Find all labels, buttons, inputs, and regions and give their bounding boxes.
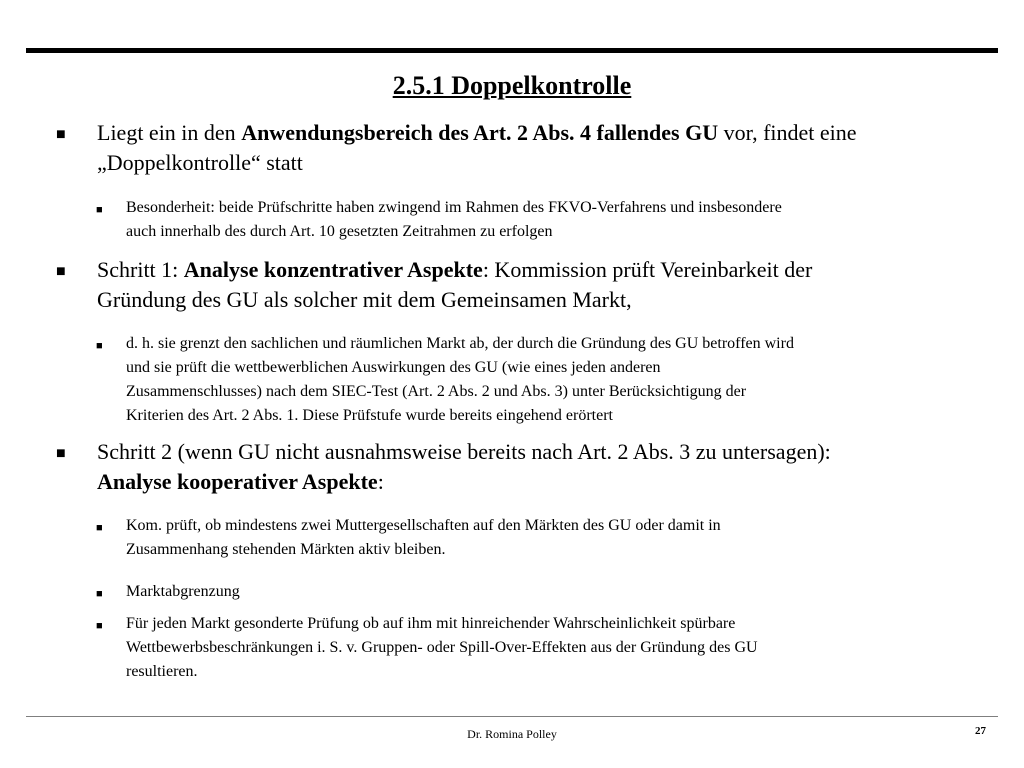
sub-bullet-1-1-text bbox=[126, 196, 782, 244]
sub-bullet-3-3-line-2: Wettbewerbsbeschränkungen i. S. v. Gruppen- oder Spill-Over-Effekten aus der Gründung des GU bbox=[126, 639, 758, 656]
top-rule bbox=[26, 48, 998, 53]
bullet-3-colon: : bbox=[377, 469, 384, 494]
bullet-1-text-a: Liegt ein in den bbox=[97, 120, 242, 145]
bullet-3-text bbox=[97, 437, 831, 497]
bullet-2-text bbox=[97, 255, 812, 315]
sub-bullet-3-2-text bbox=[126, 580, 240, 604]
sub-bullet-3-3-text bbox=[126, 612, 758, 684]
bullet-icon: ■ bbox=[56, 126, 66, 143]
sub-bullet-icon: ■ bbox=[96, 204, 103, 216]
slide-title: 2.5.1 Doppelkontrolle bbox=[392, 71, 632, 100]
bullet-icon: ■ bbox=[56, 445, 66, 462]
sub-bullet-2-1-text bbox=[126, 332, 794, 428]
bullet-2-line-2: Gründung des GU als solcher mit dem Gemeinsamen Markt, bbox=[97, 287, 632, 312]
bullet-2-text-b: : Kommission prüft Vereinbarkeit der bbox=[482, 257, 813, 282]
bullet-3-line-1: Schritt 2 (wenn GU nicht ausnahmsweise bereits nach Art. 2 Abs. 3 zu untersagen): bbox=[97, 439, 831, 464]
sub-bullet-1-1-line-2: auch innerhalb des durch Art. 10 gesetzten Zeitrahmen zu erfolgen bbox=[126, 223, 553, 240]
sub-bullet-2-1-line-3: Zusammenschlusses) nach dem SIEC-Test (Art. 2 Abs. 2 und Abs. 3) unter Berücksichtigung der bbox=[126, 383, 747, 400]
bullet-2-text-a: Schritt 1: bbox=[97, 257, 184, 282]
sub-bullet-icon: ■ bbox=[96, 620, 103, 632]
sub-bullet-2-1-line-1: d. h. sie grenzt den sachlichen und räumlichen Markt ab, der durch die Gründung des GU betroffen wird bbox=[126, 335, 794, 352]
bullet-icon: ■ bbox=[56, 263, 66, 280]
sub-bullet-icon: ■ bbox=[96, 340, 103, 352]
bullet-1-text bbox=[97, 118, 857, 178]
sub-bullet-3-2-line-1: Marktabgrenzung bbox=[126, 583, 240, 600]
sub-bullet-3-1-text bbox=[126, 514, 721, 562]
sub-bullet-icon: ■ bbox=[96, 522, 103, 534]
bottom-rule bbox=[26, 716, 998, 717]
page-number: 27 bbox=[975, 725, 986, 737]
bullet-1-bold: Anwendungsbereich des Art. 2 Abs. 4 fallendes GU bbox=[241, 120, 719, 145]
sub-bullet-1-1-line-1: Besonderheit: beide Prüfschritte haben zwingend im Rahmen des FKVO-Verfahrens und insbesondere bbox=[126, 199, 782, 216]
sub-bullet-icon: ■ bbox=[96, 588, 103, 600]
sub-bullet-2-1-line-2: und sie prüft die wettbewerblichen Auswirkungen des GU (wie eines jeden anderen bbox=[126, 359, 661, 376]
bullet-1-line-2: „Doppelkontrolle“ statt bbox=[97, 150, 303, 175]
sub-bullet-3-3-line-3: resultieren. bbox=[126, 663, 198, 680]
bullet-3-bold: Analyse kooperativer Aspekte bbox=[97, 469, 378, 494]
bullet-2-bold: Analyse konzentrativer Aspekte bbox=[183, 257, 483, 282]
sub-bullet-3-1-line-2: Zusammenhang stehenden Märkten aktiv bleiben. bbox=[126, 541, 446, 558]
bullet-1-text-b: vor, findet eine bbox=[718, 120, 857, 145]
footer-author: Dr. Romina Polley bbox=[467, 727, 557, 741]
sub-bullet-2-1-line-4: Kriterien des Art. 2 Abs. 1. Diese Prüfstufe wurde bereits eingehend erörtert bbox=[126, 407, 613, 424]
sub-bullet-3-3-line-1: Für jeden Markt gesonderte Prüfung ob auf ihm mit hinreichender Wahrscheinlichkeit spürbare bbox=[126, 615, 736, 632]
sub-bullet-3-1-line-1: Kom. prüft, ob mindestens zwei Muttergesellschaften auf den Märkten des GU oder damit in bbox=[126, 517, 721, 534]
